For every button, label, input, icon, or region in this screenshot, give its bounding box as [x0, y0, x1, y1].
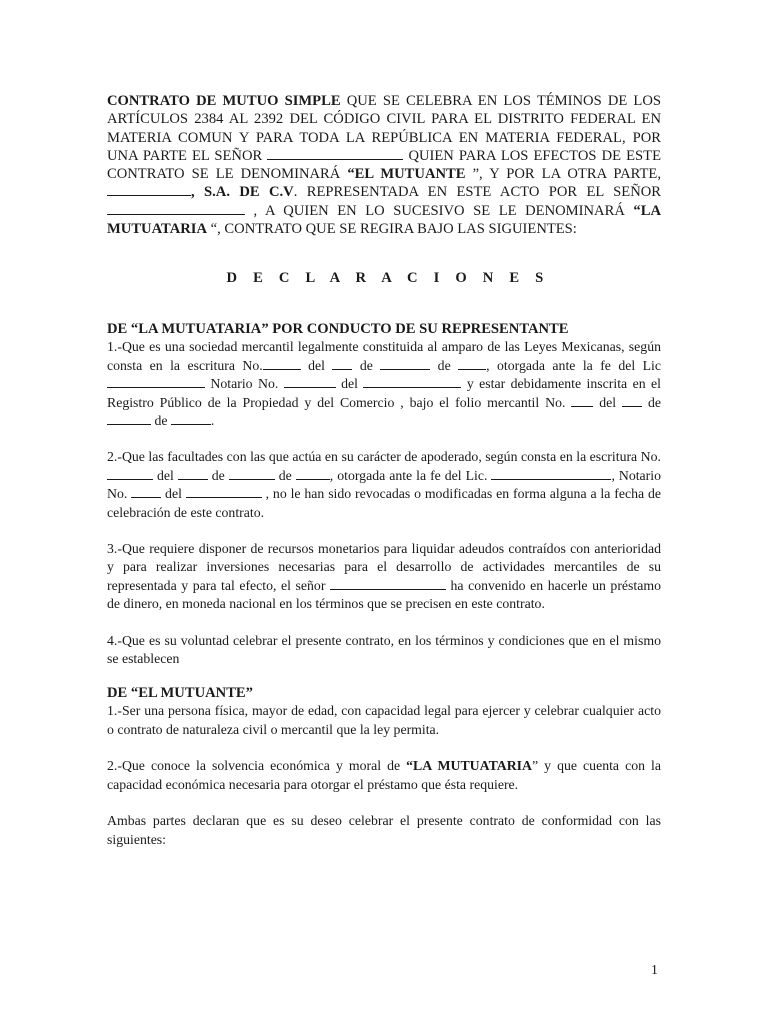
- mutuataria-term: “LA MUTUATARIA: [107, 202, 661, 238]
- blank-line: [363, 375, 461, 388]
- blank-line: [107, 375, 205, 388]
- blank-line: [107, 467, 153, 480]
- blank-line: [171, 412, 211, 425]
- contract-title: CONTRATO DE MUTUO SIMPLE: [107, 93, 341, 109]
- mutuante-term: “EL MUTUANTE: [347, 166, 466, 183]
- blank-line: [131, 485, 161, 498]
- blank-line: [380, 357, 430, 370]
- blank-line: [263, 357, 301, 370]
- blank-line: [458, 357, 486, 370]
- mutuataria-term: “LA MUTUATARIA: [406, 758, 533, 774]
- declaration-mutuataria-4: 4.-Que es su voluntad celebrar el presente contrato, en los términos y condiciones que en el mismo se establecen: [107, 632, 661, 667]
- declaration-mutuante-2: 2.-Que conoce la solvencia económica y moral de “LA MUTUATARIA” y que cuenta con la capacidad económica necesaria para otorgar el préstamo que ésta requiere.: [107, 758, 661, 792]
- declaraciones-title: D E C L A R A C I O N E S: [226, 270, 550, 287]
- blank-line: [178, 467, 208, 480]
- blank-line: [622, 394, 642, 407]
- declaration-mutuataria-1: 1.-Que es una sociedad mercantil legalmente constituida al amparo de las Leyes Mexicanas, según consta en la escritura No. del de de , otorgada ante la fe del Lic Notario No. del y estar debidamente inscrita en el Registro Público de la Propiedad y del Comercio , bajo el folio mercantil No. del de de .: [107, 339, 661, 428]
- blank-line: [267, 147, 403, 160]
- section-heading-mutuante: DE “EL MUTUANTE”: [107, 685, 253, 702]
- blank-line: [107, 412, 151, 425]
- blank-line: [107, 202, 245, 215]
- blank-line: [186, 485, 262, 498]
- section-heading-mutuataria: DE “LA MUTUATARIA” POR CONDUCTO DE SU REPRESENTANTE: [107, 321, 569, 338]
- blank-line: [491, 467, 611, 480]
- closing-paragraph: Ambas partes declaran que es su deseo celebrar el presente contrato de conformidad con las siguientes:: [107, 813, 661, 847]
- page-number: 1: [651, 962, 658, 977]
- declaration-mutuataria-3: 3.-Que requiere disponer de recursos monetarios para liquidar adeudos contraídos con anterioridad y para realizar inversiones necesarias para el desarrollo de actividades mercantiles de su representada y para tal efecto, el señor ha convenido en hacerle un préstamo de dinero, en moneda nacional en los términos que se precisen en este contrato.: [107, 541, 661, 612]
- blank-line: [107, 183, 191, 196]
- blank-line: [284, 375, 336, 388]
- blank-line: [571, 394, 593, 407]
- declaration-mutuante-1: 1.-Ser una persona física, mayor de edad, con capacidad legal para ejercer y celebrar cualquier acto o contrato de naturaleza civil o mercantil que la ley permita.: [107, 703, 661, 737]
- blank-line: [332, 357, 352, 370]
- blank-line: [330, 577, 446, 590]
- declaration-mutuataria-2: 2.-Que las facultades con las que actúa en su carácter de apoderado, según consta en la escritura No. del de de , otorgada ante la fe del Lic. , Notario No. del , no le han sido revocadas o modificadas en forma alguna a la fecha de celebración de este contrato.: [107, 449, 662, 520]
- document-page: [107, 92, 661, 849]
- blank-line: [229, 467, 275, 480]
- contract-intro: CONTRATO DE MUTUO SIMPLE QUE SE CELEBRA EN LOS TÉMINOS DE LOS ARTÍCULOS 2384 AL 2392 DEL CÓDIGO CIVIL PARA EL DISTRITO FEDERAL EN MATERIA COMUN Y PARA TODA LA REPÚBLICA EN MATERIA FEDERAL, POR UNA PARTE EL SEÑOR QUIEN PARA LOS EFECTOS DE ESTE CONTRATO SE LE DENOMINARÁ “EL MUTUANTE ”, Y POR LA OTRA PARTE, , S.A. DE C.V. REPRESENTADA EN ESTE ACTO POR EL SEÑOR , A QUIEN EN LO SUCESIVO SE LE DENOMINARÁ “LA MUTUATARIA “, CONTRATO QUE SE REGIRA BAJO LAS SIGUIENTES:: [107, 93, 662, 238]
- blank-line: [296, 467, 330, 480]
